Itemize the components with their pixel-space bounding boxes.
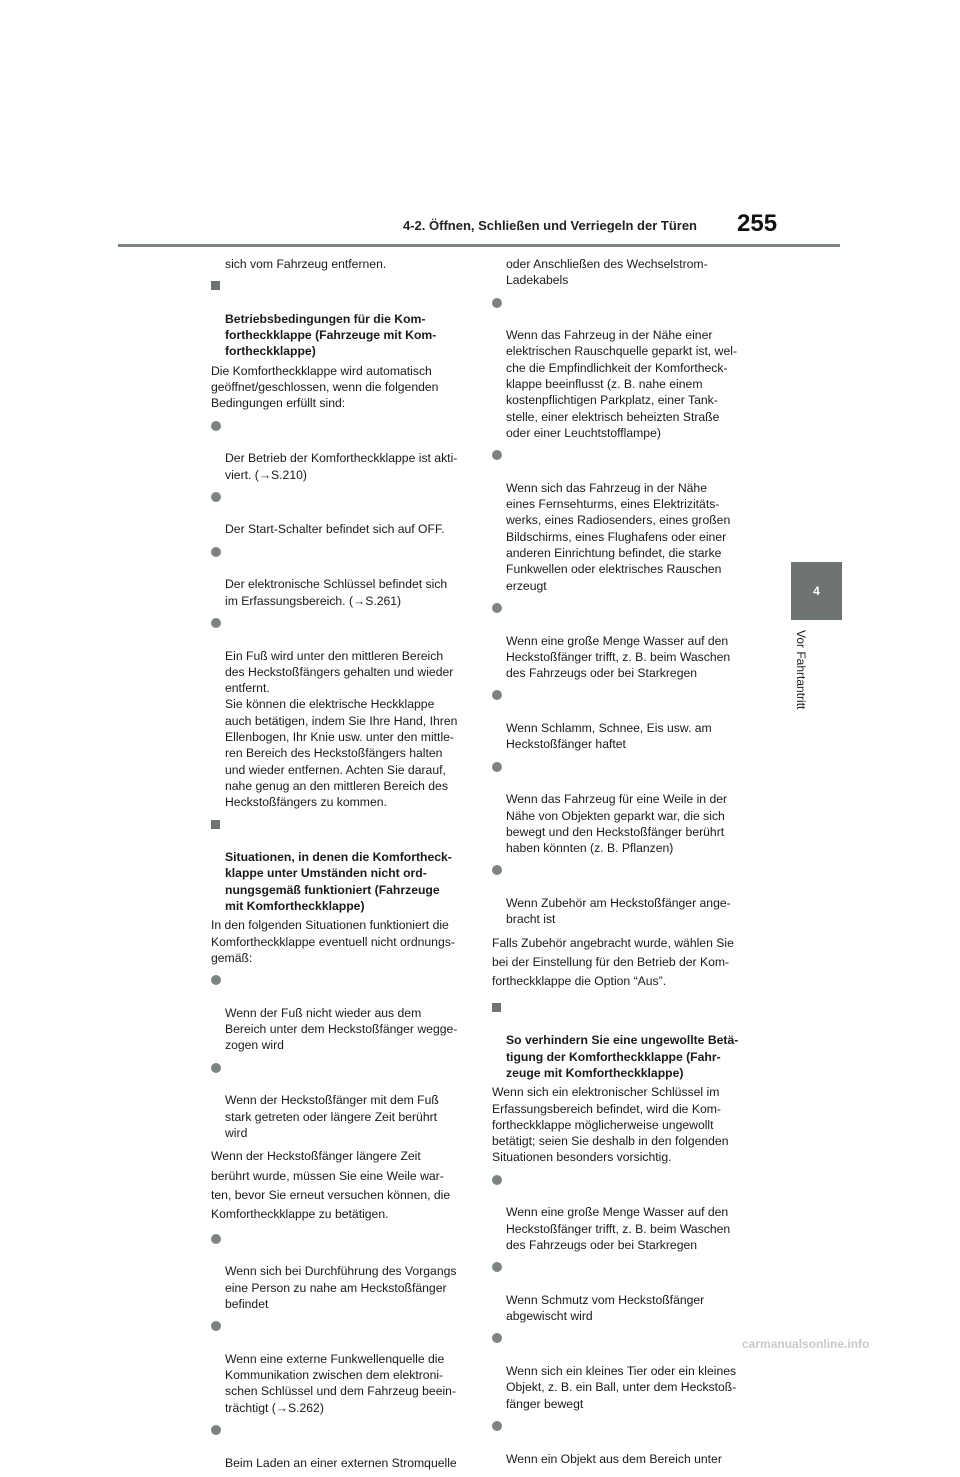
list-item [492,1418,754,1467]
bullet-dot-icon [211,421,221,431]
bullet-dot-icon [211,1234,221,1244]
list-item [492,295,754,442]
list-item [211,418,473,483]
list-item-text: Der Start-Schalter befindet sich auf OFF. [225,522,445,537]
list-item-text: Wenn eine externe Funkwellenquelle die Kommunikation zwischen dem elektroni- schen Schlüssel und dem Fahrzeug beein- trächtigt (→S.262) [225,1351,457,1415]
page-header [0,0,960,250]
footer-watermark: carmanualsonline.info [742,1337,870,1351]
list-item [492,1330,754,1411]
heading-text: Situationen, in denen die Komfortheck- klappe unter Umständen nicht ord- nungsgemäß funktioniert (Fahrzeuge mit Komfortheckklappe) [225,850,452,913]
bullet-dot-icon [492,1421,502,1431]
note-line: berührt wurde, müssen Sie eine Weile war- [211,1168,444,1183]
list-item [492,600,754,681]
bullet-dot-icon [492,298,502,308]
note-line: Komfortheckklappe zu betätigen. [211,1207,389,1222]
list-item [211,544,473,609]
bullet-dot-icon [492,603,502,613]
list-item [492,759,754,857]
list-item [211,1231,473,1312]
list-item-text: Wenn der Fuß nicht wieder aus dem Bereich unter dem Heckstoßfänger wegge- zogen wird [225,1005,458,1053]
note-line: bei der Einstellung für den Betrieb der Kom- [492,954,730,969]
list-item [211,489,473,538]
list-item-text: Wenn das Fahrzeug in der Nähe einer elektrischen Rauschquelle geparkt ist, wel- che die Empfindlichkeit der Komfortheck- klappe beeinflusst (z. B. nahe einem kostenpflichtigen Parkplatz, einer Tank- stelle, einer elektrisch beheizten Straße oder einer Leuchtstofflampe) [506,328,737,440]
list-item [211,1060,473,1141]
list-item-text: Wenn das Fahrzeug für eine Weile in der Nähe von Objekten geparkt war, die sich bewegt und den Heckstoßfänger berührt haben könnten (z. B. Pflanzen) [506,792,728,856]
list-item [492,1259,754,1324]
list-item-text: Wenn Schlamm, Schnee, Eis usw. am Heckstoßfänger haftet [506,721,712,752]
square-marker-icon [211,281,220,290]
list-item-text: Der Betrieb der Komfortheckklappe ist akti- viert. (→S.210) [225,451,458,482]
note-line: Falls Zubehör angebracht wurde, wählen Sie [492,935,734,950]
right-column [492,256,754,1473]
heading-malfunction-situations [211,817,473,915]
list-item-text: Wenn eine große Menge Wasser auf den Heckstoßfänger trifft, z. B. beim Waschen des Fahrzeugs oder bei Starkregen [506,1205,731,1252]
chapter-tab [791,562,842,620]
header-rule [118,244,840,247]
list-item-text: Wenn der Heckstoßfänger mit dem Fuß stark getreten oder längere Zeit berührt wird [225,1093,439,1140]
list-item [492,447,754,594]
paragraph: Die Komfortheckklappe wird automatisch geöffnet/geschlossen, wenn die folgenden Bedingungen erfüllt sind: [211,363,439,411]
bullet-dot-icon [211,492,221,502]
list-item [492,862,754,927]
list-item-text: Der elektronische Schlüssel befindet sich im Erfassungsbereich. (→S.261) [225,577,448,608]
bullet-dot-icon [492,690,502,700]
left-column [211,256,473,1477]
bullet-dot-icon [211,1063,221,1073]
bullet-dot-icon [492,1333,502,1343]
list-item [211,1318,473,1416]
section-title: 4-2. Öffnen, Schließen und Verriegeln der Türen [402,218,697,233]
list-item-text: Wenn Zubehör am Heckstoßfänger ange- bracht ist [506,895,731,927]
heading-text: So verhindern Sie eine ungewollte Betä- tigung der Komfortheckklappe (Fahr- zeuge mit Komfortheckklappe) [506,1033,739,1080]
bullet-dot-icon [211,618,221,628]
note-line: fortheckklappe die Option “Aus”. [492,974,667,989]
bullet-dot-icon [492,450,502,460]
list-item-text: Wenn sich das Fahrzeug in der Nähe eines Fernsehturms, eines Elektrizitäts- werks, eines Radiosenders, eines großen Bildschirms, eines Flughafens oder einer anderen Einrichtung befindet, die starke Funkwellen oder elektrisches Rauschen erzeugt [506,480,731,593]
note-line: Wenn der Heckstoßfänger längere Zeit [211,1149,421,1164]
paragraph: Wenn sich ein elektronischer Schlüssel im Erfassungsbereich befindet, wird die Kom- fortheckklappe möglicherweise ungewollt betätigt; seien Sie deshalb in den folgenden Situationen besonders vorsichtig. [492,1085,729,1165]
list-item [211,1422,473,1471]
list-item-text: Wenn sich bei Durchführung des Vorgangs eine Person zu nahe am Heckstoßfänger befindet [225,1264,457,1311]
paragraph: In den folgenden Situationen funktioniert die Komfortheckklappe eventuell nicht ordnungs- gemäß: [211,918,455,965]
continuation-text: oder Anschließen des Wechselstrom- Ladekabels [506,257,708,288]
list-item [211,972,473,1053]
note-line: ten, bevor Sie erneut versuchen können, die [211,1187,451,1202]
list-item-text: Ein Fuß wird unter den mittleren Bereich des Heckstoßfängers gehalten und wieder entfernt. Sie können die elektrische Heckklappe auch betätigen, indem Sie Ihre Hand, Ihren Ellenbogen, Ihr Knie usw. unter den mittle- ren Bereich des Heckstoßfängers halten und wieder entfernen. Achten Sie darauf, nahe genug an den mittleren Bereich des Heckstoßfängers zu kommen. [225,648,458,810]
intro-continuation: sich vom Fahrzeug entfernen. [225,257,387,271]
bullet-dot-icon [492,762,502,772]
bullet-dot-icon [492,865,502,875]
note-block [211,1147,473,1225]
chapter-label: Vor Fahrtantritt [794,630,808,710]
list-item [492,1172,754,1253]
bullet-dot-icon [492,1175,502,1185]
bullet-dot-icon [211,547,221,557]
heading-text: Betriebsbedingungen für die Kom- fortheckklappe (Fahrzeuge mit Kom- fortheckklappe) [225,311,437,359]
list-item-text: Wenn eine große Menge Wasser auf den Heckstoßfänger trifft, z. B. beim Waschen des Fahrzeugs oder bei Starkregen [506,633,731,681]
list-item-text: Wenn Schmutz vom Heckstoßfänger abgewischt wird [506,1292,705,1324]
chapter-number: 4 [813,584,820,598]
heading-prevent-unintended-operation [492,1000,754,1081]
bullet-dot-icon [211,1321,221,1331]
list-item [492,687,754,752]
list-item [211,615,473,811]
bullet-dot-icon [492,1262,502,1272]
bullet-dot-icon [211,975,221,985]
note-block [492,934,754,992]
bullet-dot-icon [211,1425,221,1435]
square-marker-icon [211,820,220,829]
heading-operating-conditions [211,278,473,359]
list-item-text: Wenn sich ein kleines Tier oder ein kleines Objekt, z. B. ein Ball, unter dem Heckstoß- fänger bewegt [506,1364,737,1411]
page-number: 255 [737,210,778,237]
list-item-text: Wenn ein Objekt aus dem Bereich unter [506,1451,722,1466]
list-item-text: Beim Laden an einer externen Stromquelle [225,1455,457,1470]
square-marker-icon [492,1003,501,1012]
